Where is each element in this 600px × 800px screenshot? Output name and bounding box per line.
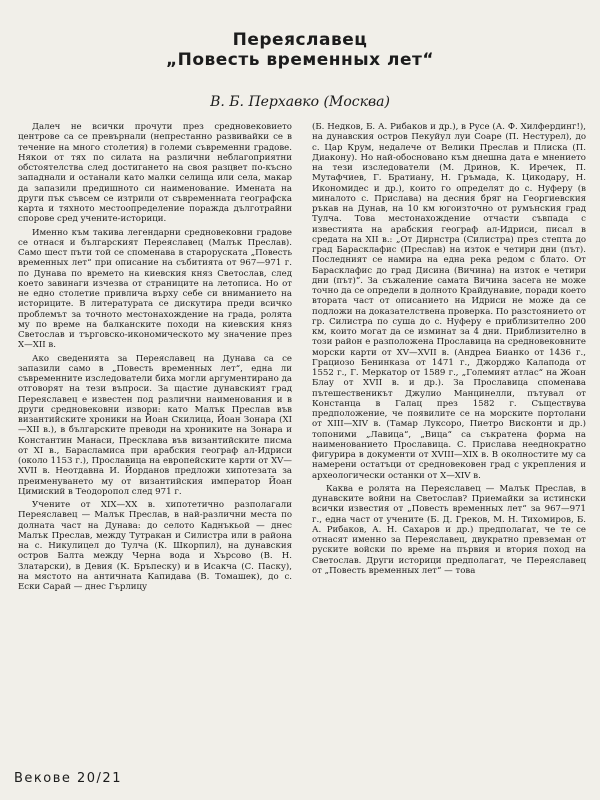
right-column: [312, 122, 586, 762]
article-title: [0, 30, 600, 70]
paragraph: (Б. Недков, Б. А. Рибаков и др.), в Русе (А. Ф. Хилфердинг!), на дунавския остров Пекуйул луи Соаре (П. Нестурел), до с. Цар Крум, недалече от Велики Преслав и Плиска (П. Диакону). Но най-обосновано към днешна дата е мнението на тези изследователи (М. Дринов, К. Иречек, П. Мутафчиев, Г. Братиану, Н. Гръмада, К. Цикодару, Н. Икономидес и др.), които го определят до с. Нуферу (в миналото с. Прислава) на десния бряг на Георгиевския ръкав на Дунав, на 10 км югоизточно от румънския град Тулча. Това местонахождение отчасти съвпада с известията на арабския географ ал-Идриси, писал в средата на XII в.: „От Дирнстра (Силистра) през степта до град Барасклафис (Преслав) на изток е четири дни (път). Последният се намира на една река редом с блато. От Барасклафис до град Дисина (Вичина) на изток е четири дни (път)“. За съжаление самата Вичина засега не може точно да се определи в долното Крайдунавие, поради което втората част от описанието на Идриси не може да се подложи на доказателствена проверка. По разстоянието от гр. Силистра по суша до с. Нуферу е приблизително 200 км, които могат да се изминат за 4 дни. Приблизително в този район е разположена Прославица на средновековните морски карти от XV—XVII в. (Андреа Бианко от 1436 г., Грациозо Бенинказа от 1471 г., Джорджо Калапода от 1552 г., Г. Меркатор от 1589 г., „Големият атлас“ на Жоан Блау от XVII в. и др.). За Прославица споменава пътешественикът Джулио Манцинелли, пътувал от Констанца в Галац през 1582 г. Съществува предположение, че появилите се на морските портолани от XIII—XIV в. (Тамар Луксоро, Пиетро Висконти и др.) топоними „Лавица“, „Вица“ са съкратена форма на наименованието Прославица. С. Прислава нееднократно фигурира в документи от XVIII—XIX в. В околностите му са намерени остатъци от средновековен град с укрепления и археологически останки от X—XIV в.: [312, 122, 586, 481]
paragraph: Ако сведенията за Переяславец на Дунава са се запазили само в „Повесть временных лет“, една ли съвременните изследователи биха могли аргументирано да отговорят на тези въпроси. За щастие дунавският град Переяславец е известен под различни наименования и в други средновековни извори: като Малък Преслав във византийските хроники на Йоан Скилица, Йоан Зонара (XI—XII в.), в българските преводи на хрониките на Зонара и Константин Манаси, Пресклава във византийските писма от XI в., Барасламиса при арабския географ ал-Идриси (около 1153 г.), Прославица на европейските карти от XV—XVII в. Неотдавна И. Йорданов предложи хипотезата за преименуването му от византийския император Йоан Цимиский в Теодоропол след 971 г.: [18, 353, 292, 497]
paragraph: Далеч не всички прочути през средновековието центрове са се превърнали (непрестанно развивайки се в течение на много столетия) в големи съвременни градове. Някои от тях по силата на различни неблагоприятни обстоятелства след достигането на своя разцвет по-късно западнали и останали като малки селища или села, макар да запазили предишното си наименование. Имената на други пък съвсем се изтрили от съвременната географска карта и тяхното местоопределение поражда дълготрайни спорове сред учените-историци.: [18, 122, 292, 225]
paragraph: Учените от XIX—XX в. хипотетично разполагали Переяславец — Малък Преслав, в най-различни места по долната част на Дунава: до селото Каднъкьой — днес Малък Преслав, между Тутракан и Силистра или в района на с. Никулицел до Тулча (К. Шкорпил), на дунавския остров Балта между Черна вода и Хърсово (В. Н. Златарски), в Девия (К. Бръпеску) и в Исакча (С. Паску), на мястото на античната Капидава (В. Томашек), до с. Ески Сарай — днес Гърлицу: [18, 500, 292, 592]
journal-footer: Векове 20/21: [14, 771, 122, 786]
left-column: [18, 122, 292, 762]
paragraph: Каква е ролята на Переяславец — Малък Преслав, в дунавските войни на Светослав? Приемайки за истински всички известия от „Повесть временных лет“ за 967—971 г., една част от учените (Б. Д. Греков, М. Н. Тихомиров, Б. А. Рибаков, А. Н. Сахаров и др.) предполагат, че те се отнасят именно за Переяславец, двукратно превземан от руските войски по време на първия и втория поход на Светослав. Други историци предполагат, че Переяславец от „Повесть временных лет“ — това: [312, 483, 586, 576]
title-line-2: „Повесть временных лет“: [165, 50, 435, 70]
title-line-1: Переяславец: [232, 30, 368, 50]
article-author: В. Б. Перхавко (Москва): [210, 94, 390, 110]
paragraph: Именно към такива легендарни средновековни градове се отнася и българският Переяславец (Малък Преслав). Само шест пъти той се споменава в староруската „Повесть временных лет“ при описание на събитията от 967—971 г. по Дунава по времето на киевския княз Светослав, след което завинаги изчезва от страниците на летописа. Но от не едно столетие привлича върху себе си вниманието на историците. В литературата се дискутира преди всичко проблемът за точното местонахождение на града, ролята му по време на балканските походи на киевския княз Светослав и търговско-икономическото му значение през X—XII в.: [18, 227, 292, 351]
article-body: [18, 122, 586, 762]
